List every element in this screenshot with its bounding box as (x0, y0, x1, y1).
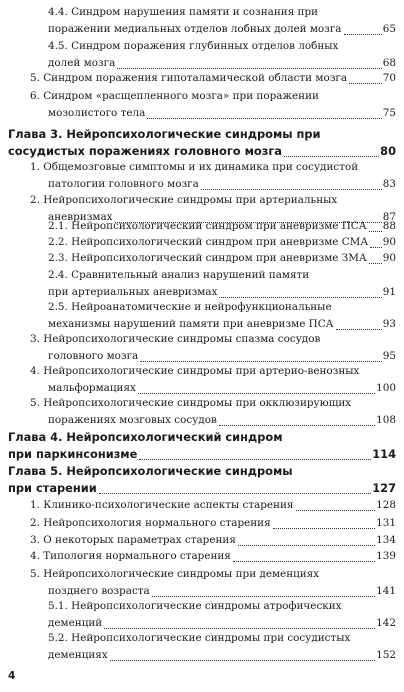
toc-page-number: 100 (376, 382, 396, 394)
toc-entry-title: 2.2. Нейропсихологический синдром при аневризме СМА (48, 236, 369, 248)
toc-page-number: 90 (382, 252, 396, 264)
dot-leader (296, 499, 376, 511)
toc-entry-title: долей мозга (48, 57, 116, 69)
toc-page-number: 93 (382, 318, 396, 330)
dot-leader (147, 107, 381, 119)
toc-entry-title: при старении (8, 481, 97, 495)
toc-entry-title: Глава 4. Нейропсихологический синдром (8, 430, 283, 444)
toc-entry-title: 5. Синдром поражения гипоталамической области мозга (30, 72, 348, 84)
toc-page-number: 75 (382, 107, 396, 119)
toc-entry-title: 2.1. Нейропсихологический синдром при аневризме ПСА (48, 220, 367, 232)
toc-entry-title: мозолистого тела (48, 107, 146, 119)
toc-entry-title: деменций (48, 617, 103, 629)
dot-leader (99, 482, 371, 494)
dot-leader (140, 350, 382, 362)
toc-page-number: 68 (382, 57, 396, 69)
dot-leader (219, 286, 381, 298)
toc-entry-title: 3. Нейропсихологические синдромы спазма сосудов (30, 333, 321, 345)
toc-entry-title: 4. Типология нормального старения (30, 550, 231, 562)
toc-page-number: 80 (380, 144, 396, 158)
dot-leader (152, 585, 375, 597)
toc-page-number: 95 (382, 350, 396, 362)
toc-entry-title: 2.5. Нейроанатомические и нейрофункциональные (48, 301, 332, 313)
toc-entry-title: Глава 5. Нейропсихологические синдромы (8, 464, 293, 478)
dot-leader (138, 382, 375, 394)
toc-page-number: 90 (382, 236, 396, 248)
toc-entry-title: 5.2. Нейропсихологические синдромы при сосудистых (48, 632, 351, 644)
toc-page-number: 142 (376, 617, 396, 629)
toc-entry-title: 4.5. Синдром поражения глубинных отделов лобных (48, 40, 339, 52)
dot-leader (219, 414, 375, 426)
toc-entry-title: 2.4. Сравнительный анализ нарушений памяти (48, 269, 310, 281)
dot-leader (110, 649, 375, 661)
toc-entry-title: 5. Нейропсихологические синдромы при окклюзирующих (30, 397, 352, 409)
toc-entry-title: деменциях (48, 649, 108, 661)
toc-entry-title: поражениях мозговых сосудов (48, 414, 217, 426)
toc-page-number: 134 (376, 534, 396, 546)
dot-leader (284, 145, 379, 157)
toc-entry-title: 6. Синдром «расщепленного мозга» при поражении (30, 90, 319, 102)
toc-entry-title: 1. Клинико-психологические аспекты старения (30, 499, 294, 511)
toc-entry-title: 3. О некоторых параметрах старения (30, 534, 236, 546)
toc-entry-title: аневризмах (48, 211, 113, 223)
toc-entry-title: 5.1. Нейропсихологические синдромы атрофических (48, 600, 342, 612)
dot-leader (349, 72, 382, 84)
toc-entry-title: 2. Нейропсихология нормального старения (30, 517, 271, 529)
toc-entry-title: мальформациях (48, 382, 136, 394)
toc-entry-title: Глава 3. Нейропсихологические синдромы при (8, 127, 321, 141)
toc-page-number: 131 (376, 517, 396, 529)
dot-leader (201, 178, 382, 190)
toc-entry-title: при паркинсонизме (8, 447, 138, 461)
dot-leader (273, 517, 376, 529)
page-number: 4 (8, 670, 16, 682)
dot-leader (104, 617, 375, 629)
toc-entry-title: при артериальных аневризмах (48, 286, 218, 298)
toc-page-number: 127 (372, 481, 396, 495)
toc-page-number: 88 (382, 220, 396, 232)
toc-entry-title: головного мозга (48, 350, 139, 362)
dot-leader (344, 23, 382, 35)
dot-leader (233, 550, 375, 562)
toc-page-number: 91 (382, 286, 396, 298)
toc-page-number: 114 (372, 447, 396, 461)
toc-page-number: 70 (382, 72, 396, 84)
toc-entry-title: патологии головного мозга (48, 178, 199, 190)
toc-entry-title: 2. Нейропсихологические синдромы при артериальных (30, 194, 338, 206)
toc-page-number: 83 (382, 178, 396, 190)
dot-leader (139, 448, 371, 460)
toc-entry-title: 5. Нейропсихологические синдромы при деменциях (30, 568, 320, 580)
toc-entry-title: 1. Общемозговые симптомы и их динамика при сосудистой (30, 161, 359, 173)
toc-page-number: 141 (376, 585, 396, 597)
dot-leader (238, 534, 375, 546)
toc-page-number: 128 (376, 499, 396, 511)
dot-leader (369, 252, 382, 264)
toc-page-number: 87 (382, 211, 396, 223)
toc-entry-title: механизмы нарушений памяти при аневризме ПСА (48, 318, 334, 330)
toc-page-number: 108 (376, 414, 396, 426)
toc-page-number: 65 (382, 23, 396, 35)
toc-entry-title: поражении медиальных отделов лобных долей мозга (48, 23, 342, 35)
toc-page-number: 139 (376, 550, 396, 562)
toc-entry-title: 4.4. Синдром нарушения памяти и сознания при (48, 6, 319, 18)
toc-entry-title: 4. Нейропсихологические синдромы при артерио-венозных (30, 365, 360, 377)
dot-leader (370, 236, 382, 248)
toc-entry-title: позднего возраста (48, 585, 150, 597)
toc-page-number: 152 (376, 649, 396, 661)
toc-entry-title: 2.3. Нейропсихологический синдром при аневризме ЗМА (48, 252, 367, 264)
dot-leader (336, 318, 382, 330)
dot-leader (369, 220, 382, 232)
dot-leader (117, 57, 381, 69)
toc-entry-title: сосудистых поражениях головного мозга (8, 144, 282, 158)
